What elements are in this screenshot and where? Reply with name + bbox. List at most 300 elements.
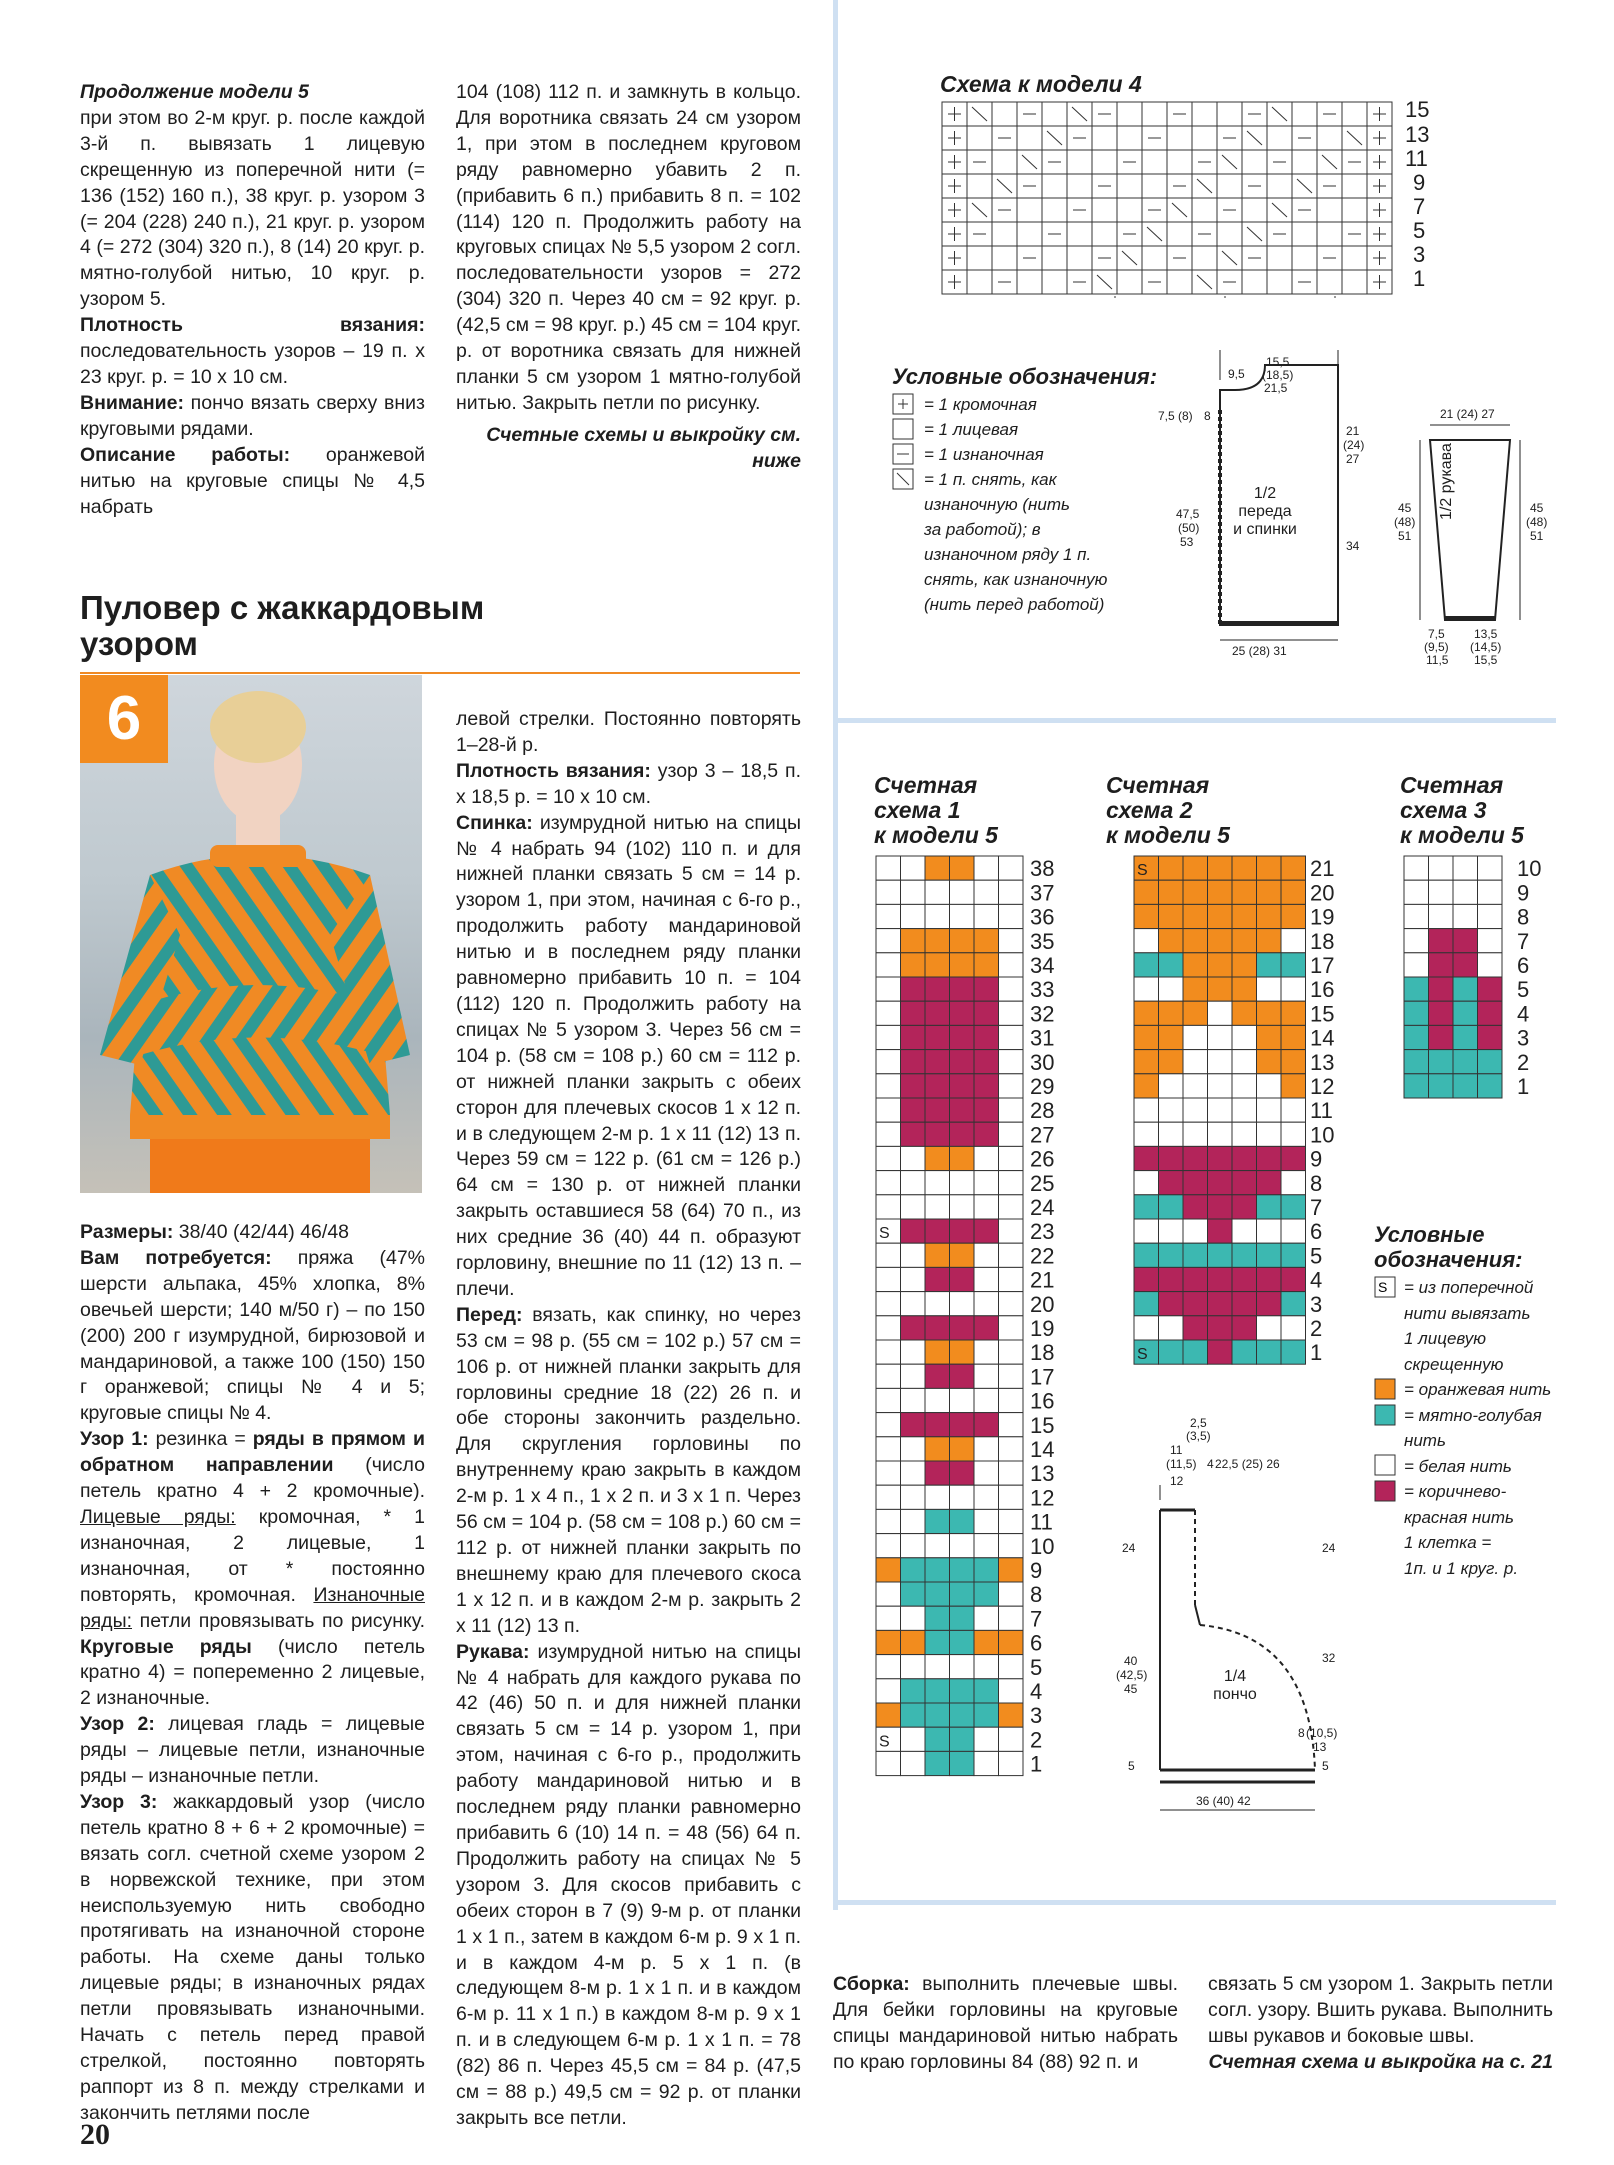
chart-cell [1183,953,1208,977]
scheme4-row-num: 3 [1413,242,1426,267]
chart-cell [974,1243,999,1267]
continuation-col-2 [456,80,801,475]
chart-cell [1208,953,1233,977]
model-number-badge: 6 [80,675,168,763]
scheme4-cell [1242,150,1267,174]
chart-cell [876,1703,901,1727]
scheme4-cell [1042,102,1067,126]
assembly-text-2: связать 5 см узором 1. Закрыть петли согл. узору. Вшить рукава. Выполнить швы рукавов и боковые швы. [1208,1973,1553,2047]
p4-d-475: 47,5 [1176,507,1200,521]
chart-cell [1134,904,1159,928]
chart-row-number: 5 [1517,977,1530,1003]
chart-cell [1183,1098,1208,1122]
chart-row-number: 2 [1517,1049,1530,1075]
chart-cell [974,1679,999,1703]
chart-row-number: 29 [1030,1074,1055,1099]
desc-label: Описание работы: [80,443,291,466]
chart-cell [1134,1267,1159,1291]
p4-s-115: 11,5 [1426,653,1449,667]
chart-cell [950,1364,975,1388]
chart-cell [1134,1171,1159,1195]
chart-row-number: 9 [1517,880,1530,906]
chart-cell [876,953,901,977]
pattern1-i: (число петель кратно 4) = попеременно 2 лицевые, 2 изнаночные. [80,1635,425,1710]
chart-row-number: 12 [1030,1485,1055,1511]
chart-cell [999,1751,1024,1775]
p4-d-75: 7,5 (8) [1158,409,1193,423]
chart-cell [950,1388,975,1412]
chart-cell [950,1195,975,1219]
chart-row-number: 9 [1310,1146,1323,1172]
chart-cell [1208,1001,1233,1025]
chart-cell [1208,1243,1233,1267]
chart-cell [999,1219,1024,1243]
chart-row-number: 7 [1517,928,1530,954]
scheme4-cell [1267,126,1292,150]
chart-cell [1183,1025,1208,1049]
chart-cell [1159,1025,1184,1049]
chart-cell [925,1413,950,1437]
chart-cell [999,1534,1024,1558]
chart-cell [1232,1098,1257,1122]
chart-cell [974,1655,999,1679]
twist-stitch-icon: S [879,1733,890,1751]
chart-cell [974,1171,999,1195]
chart-row-number: 10 [1310,1122,1335,1148]
chart-cell [1257,1098,1282,1122]
scheme4-cell [1242,270,1267,294]
chart-cell [925,880,950,904]
continuation-heading: Продолжение модели 5 [80,81,309,103]
chart-cell [1159,1122,1184,1146]
chart-cell [1183,1316,1208,1340]
chart-cell [1208,1146,1233,1170]
chart-cell [974,1001,999,1025]
chart-cell [974,1437,999,1461]
chart-cell [1208,1267,1233,1291]
chart-cell [1134,1316,1159,1340]
chart-cell [925,1558,950,1582]
p4-s-top: 21 (24) 27 [1440,407,1495,421]
chart-cell [925,1001,950,1025]
chart-cell [999,1679,1024,1703]
chart-cell [1257,856,1282,880]
scheme4-cell [1067,174,1092,198]
chart-cell [999,1292,1024,1316]
chart-cell [1232,1316,1257,1340]
chart-cell [974,1195,999,1219]
pattern1-b: ряды в прямом и обратном направлении [80,1428,425,1477]
density-label: Плотность вязания: [80,314,425,337]
scheme4-legend-swatches [892,392,918,502]
scheme4-cell [1342,174,1367,198]
chart-row-number: 13 [1030,1461,1055,1487]
chart-cell [1208,1098,1233,1122]
poncho-label [1200,1668,1270,1704]
chart-row-number: 8 [1030,1582,1043,1608]
chart-cell [974,1751,999,1775]
chart-cell [1257,1267,1282,1291]
legend-slip: = 1 п. снять, как [924,470,1057,489]
chart-row-number: 10 [1517,856,1542,882]
chart-cell [1134,977,1159,1001]
poncho-d-25: 2,5 [1190,1416,1207,1430]
chart-cell [1281,1025,1306,1049]
chart-cell [1429,880,1454,904]
chart-row-number: 16 [1310,977,1335,1003]
chart-row-number: 26 [1030,1146,1055,1172]
chart1-row-numbers [1028,855,1068,1775]
pattern2-text: лицевая гладь = лицевые ряды – лицевые петли, изнаночные ряды – изнаночные петли. [80,1713,425,1788]
chart-cell [1159,1243,1184,1267]
chart-row-number: 17 [1310,953,1335,978]
scheme4-cell [1267,246,1292,270]
chart-cell [876,1437,901,1461]
chart-cell [1257,1243,1282,1267]
chart-cell [925,1509,950,1533]
chart-cell [1232,904,1257,928]
chart-cell [1208,904,1233,928]
chart-cell [1232,1001,1257,1025]
chart-cell [925,953,950,977]
scheme4-cell [992,150,1017,174]
chart-cell [999,856,1024,880]
density6-label: Плотность вязания: [456,759,651,782]
chart-cell [1232,1292,1257,1316]
chart-cell [999,1582,1024,1606]
chart-row-number: 21 [1310,856,1335,882]
chart-cell [1183,1219,1208,1243]
chart-cell [876,1558,901,1582]
chart-cell [1257,1340,1282,1364]
chart-row-number: 4 [1310,1267,1323,1293]
chart-cell [1281,1098,1306,1122]
chart-cell [1281,880,1306,904]
chart-cell [901,1509,926,1533]
chart-cell [1208,1074,1233,1098]
legend5-twisted: = из поперечной [1404,1278,1534,1297]
chart-cell [1453,977,1478,1001]
p4-d-21: 21 [1346,424,1360,438]
chart-cell [901,1437,926,1461]
chart-cell [925,1679,950,1703]
chart-cell [925,1703,950,1727]
p4-s-51r: 51 [1530,529,1544,543]
chart-cell [1208,929,1233,953]
chart-cell [925,1751,950,1775]
chart-cell [901,1219,926,1243]
chart-row-number: 20 [1030,1291,1055,1317]
chart-cell [974,953,999,977]
scheme4-cell [992,102,1017,126]
chart-cell [999,1267,1024,1291]
scheme4-row-num: 11 [1405,146,1428,171]
chart-cell [950,1461,975,1485]
scheme4-cell [967,246,992,270]
chart-cell [974,1509,999,1533]
scheme4-cell [1017,222,1042,246]
p4-d-top3: 21,5 [1264,381,1288,395]
chart-cell [1429,1074,1454,1098]
legend5-twisted-2: нити вывязать [1404,1303,1531,1323]
chart-cell [876,1582,901,1606]
chart-cell [876,1461,901,1485]
pattern1-c: (число петель кратно 4 + 2 кромочные). [80,1454,425,1503]
scheme4-legend-text [924,392,1107,617]
chart-cell [974,1558,999,1582]
chart-cell [1429,1001,1454,1025]
chart-cell [1232,856,1257,880]
chart-row-number: 6 [1517,953,1530,978]
chart-cell [950,1534,975,1558]
chart-cell [901,929,926,953]
chart-cell [1257,1171,1282,1195]
chart-row-number: 15 [1030,1412,1055,1438]
chart-cell [950,1437,975,1461]
chart-cell [901,1340,926,1364]
chart-row-number: 11 [1310,1098,1333,1124]
chart-cell [1429,904,1454,928]
sleeves-label: Рукава: [456,1640,530,1663]
chart-cell [1281,977,1306,1001]
chart-cell [999,1316,1024,1340]
assembly-label: Сборка: [833,1973,910,1995]
divider-vertical-top [833,0,838,720]
chart-cell [1183,1001,1208,1025]
chart-cell [876,1122,901,1146]
chart-row-number: 38 [1030,856,1055,882]
chart-cell [876,1340,901,1364]
chart-cell [1281,1074,1306,1098]
chart-cell [1478,929,1503,953]
chart-cell [974,1074,999,1098]
chart-cell [1453,1050,1478,1074]
scheme4-cell [1067,222,1092,246]
chart-cell [901,1679,926,1703]
chart-cell [1183,1074,1208,1098]
legend5-white: = белая нить [1404,1456,1512,1476]
chart-cell [999,1171,1024,1195]
chart-row-number: 18 [1030,1340,1055,1366]
chart-cell [1257,1001,1282,1025]
chart-cell [925,1582,950,1606]
scheme4-cell [1292,102,1317,126]
chart-cell [1429,977,1454,1001]
chart-cell [1159,1098,1184,1122]
pattern1-a: резинка = [148,1428,253,1451]
legend5-twisted-4: скрещенную [1404,1354,1504,1374]
chart-cell [950,1727,975,1751]
continuation-col2-text: 104 (108) 112 п. и замкнуть в кольцо. Для воротника связать 24 см узором 1, при этом в последнем круговом ряду равномерно убавить 2 п. (прибавить 6 п.) прибавить 8 п. = 102 (114) 120 п. Продолжить работу на круговых спицах № 5,5 узором 2 согл. последовательности узоров = 272 (304) 320 п. Через 40 см = 92 круг. р. (42,5 см = 98 круг. р.) 45 см = 104 круг. р. от воротника связать для нижней планки 5 см узором 1 мятно-голубой нитью. Закрыть петли по рисунку. [456,81,801,414]
legend-edge: = 1 кромочная [924,395,1037,414]
chart-cell [974,1050,999,1074]
chart-cell [999,977,1024,1001]
chart-cell [1453,904,1478,928]
chart-cell [901,1316,926,1340]
chart-cell [1208,1050,1233,1074]
scheme4-row-num: 13 [1405,122,1430,147]
scheme4-cell [1092,198,1117,222]
scheme4-cell [1017,126,1042,150]
pattern1-f: Изнаночные ряды: [80,1583,425,1632]
chart-cell [1159,929,1184,953]
chart-cell [1159,1146,1184,1170]
chart-cell [1404,977,1429,1001]
chart-cell [901,1195,926,1219]
chart-cell [950,1413,975,1437]
chart-cell [974,1630,999,1654]
poncho-d-12: 12 [1170,1474,1184,1488]
need-text: пряжа (47% шерсти альпака, 45% хлопка, 8% овечьей шерсти; 140 м/50 г) – по 150 (200) 200 г изумрудной, бирюзовой и мандариновой, а также 100 (150) 150 г оранжевой; спицы № 4 и 5; круговые спицы № 4. [80,1246,425,1425]
p4-d-top2: (18,5) [1262,368,1294,382]
chart-cell [950,1630,975,1654]
chart-cell [901,1461,926,1485]
svg-text:S: S [1378,1279,1388,1295]
chart-cell [950,1098,975,1122]
chart-row-number: 1 [1517,1074,1530,1099]
chart-cell [1232,1050,1257,1074]
chart-cell [1281,1316,1306,1340]
chart-cell [974,1461,999,1485]
chart-cell [876,880,901,904]
scheme4-cell [1217,174,1242,198]
chart-row-number: 13 [1310,1049,1335,1075]
chart-cell [1257,977,1282,1001]
chart-cell [901,1171,926,1195]
chart-cell [1183,1292,1208,1316]
chart-cell [974,1388,999,1412]
chart-cell [1257,1122,1282,1146]
chart-cell [1183,856,1208,880]
chart-row-number: 36 [1030,904,1055,930]
chart-cell [1281,1219,1306,1243]
scheme4-cell [1217,222,1242,246]
chart-cell [876,1001,901,1025]
scheme4-cell [1042,174,1067,198]
chart-cell [1183,1146,1208,1170]
chart-row-number: 31 [1030,1025,1055,1051]
chart-cell [876,1171,901,1195]
p4-s-95: (9,5) [1424,640,1449,654]
chart-cell [950,1751,975,1775]
chart-cell [1134,880,1159,904]
chart-cell [1478,904,1503,928]
chart-cell [999,1364,1024,1388]
chart-cell [876,1025,901,1049]
chart-cell [1159,1267,1184,1291]
chart-cell [999,904,1024,928]
chart-row-number: 24 [1030,1195,1055,1220]
chart-cell [950,904,975,928]
scheme4-row-num: 1 [1413,266,1426,291]
chart-row-number: 34 [1030,953,1055,978]
scheme4-cell [1142,102,1167,126]
attention-label: Внимание: [80,391,184,414]
p4-s-155: 15,5 [1474,653,1498,667]
chart-cell [1232,1340,1257,1364]
chart-cell [999,1243,1024,1267]
back-text: изумрудной нитью на спицы № 4 набрать 94 (102) 110 п. и для нижней планки связать 5 см = 14 р. узором 1, при этом, начиная с 6-го р., продолжить работу мандариновой нитью и в последнем ряду планки равномерно прибавить 10 п. = 104 (112) 120 п. Продолжить работу на спицах № 5 узором 3. Через 56 см = 104 р. (58 см = 108 р.) 60 см = 112 р. от нижней планки закрыть с обеих сторон для плечевых скосов 1 х 12 п. и в следующем 2-м р. 1 х 11 (12) 13 п. Через 59 см = 122 р. (61 см = 126 р.) 64 см = 130 р. от нижней планки закрыть оставшиеся 58 (64) 70 п., из них средние 36 (40) 44 п. образуют горловину, внешние по 11 (12) 13 п. – плечи. [456,811,801,1300]
legend-knit: = 1 лицевая [924,420,1019,439]
chart-cell [1281,1122,1306,1146]
legend5-title-2: обозначения: [1374,1247,1523,1272]
scheme4-cell [1067,246,1092,270]
chart-cell [1478,953,1503,977]
chart-row-number: 8 [1517,904,1530,930]
chart-cell [1208,1171,1233,1195]
chart-cell [925,1606,950,1630]
scheme4-title: Схема к модели 4 [940,71,1142,97]
chart-cell [1404,1050,1429,1074]
chart-cell [876,1655,901,1679]
chart-cell [876,1292,901,1316]
chart-cell [1134,1098,1159,1122]
legend5-mint: = мятно-голубая [1404,1405,1542,1425]
chart-cell [876,1098,901,1122]
chart-row-number: 37 [1030,880,1055,906]
chart-cell [1429,1025,1454,1049]
chart-cell [901,1001,926,1025]
chart-cell [1257,953,1282,977]
chart-cell [1232,929,1257,953]
chart-cell [950,1703,975,1727]
chart-cell [1134,1025,1159,1049]
scheme4-cell [1092,150,1117,174]
front-label-1: 1/2 [1253,485,1277,502]
chart-cell [974,1703,999,1727]
chart-cell [925,1727,950,1751]
chart-cell [901,1364,926,1388]
chart-cell [999,1050,1024,1074]
p4-s-145: (14,5) [1470,640,1502,654]
chart-cell [925,904,950,928]
chart-cell [950,856,975,880]
chart-row-number: 3 [1517,1025,1530,1051]
scheme4-cell [1142,246,1167,270]
assembly-col-2 [1208,1972,1553,2076]
chart-cell [950,1292,975,1316]
chart-cell [901,1267,926,1291]
chart-row-number: 5 [1030,1654,1043,1680]
chart-cell [1159,1001,1184,1025]
chart-cell [1232,1267,1257,1291]
chart-cell [901,1098,926,1122]
chart-cell [901,953,926,977]
chart-row-number: 25 [1030,1170,1055,1196]
chart-cell [1232,1122,1257,1146]
scheme4-grid [940,98,1395,298]
chart3-title-1: Счетная [1400,772,1504,798]
chart-cell [901,1751,926,1775]
p4-s-45r: 45 [1530,501,1544,515]
chart-cell [1404,1001,1429,1025]
chart1-grid [875,855,1025,1790]
chart-cell [1232,1195,1257,1219]
chart-cell [1453,856,1478,880]
chart-cell [876,929,901,953]
chart-cell [974,1727,999,1751]
chart-cell [925,856,950,880]
chart-cell [901,1558,926,1582]
chart-cell [1183,880,1208,904]
chart-cell [925,1316,950,1340]
legend5-orange: = оранжевая нить [1404,1380,1552,1399]
chart-cell [1208,1340,1233,1364]
chart-cell [925,1025,950,1049]
chart-cell [974,1582,999,1606]
chart-cell [1429,856,1454,880]
chart-row-number: 1 [1310,1340,1323,1366]
